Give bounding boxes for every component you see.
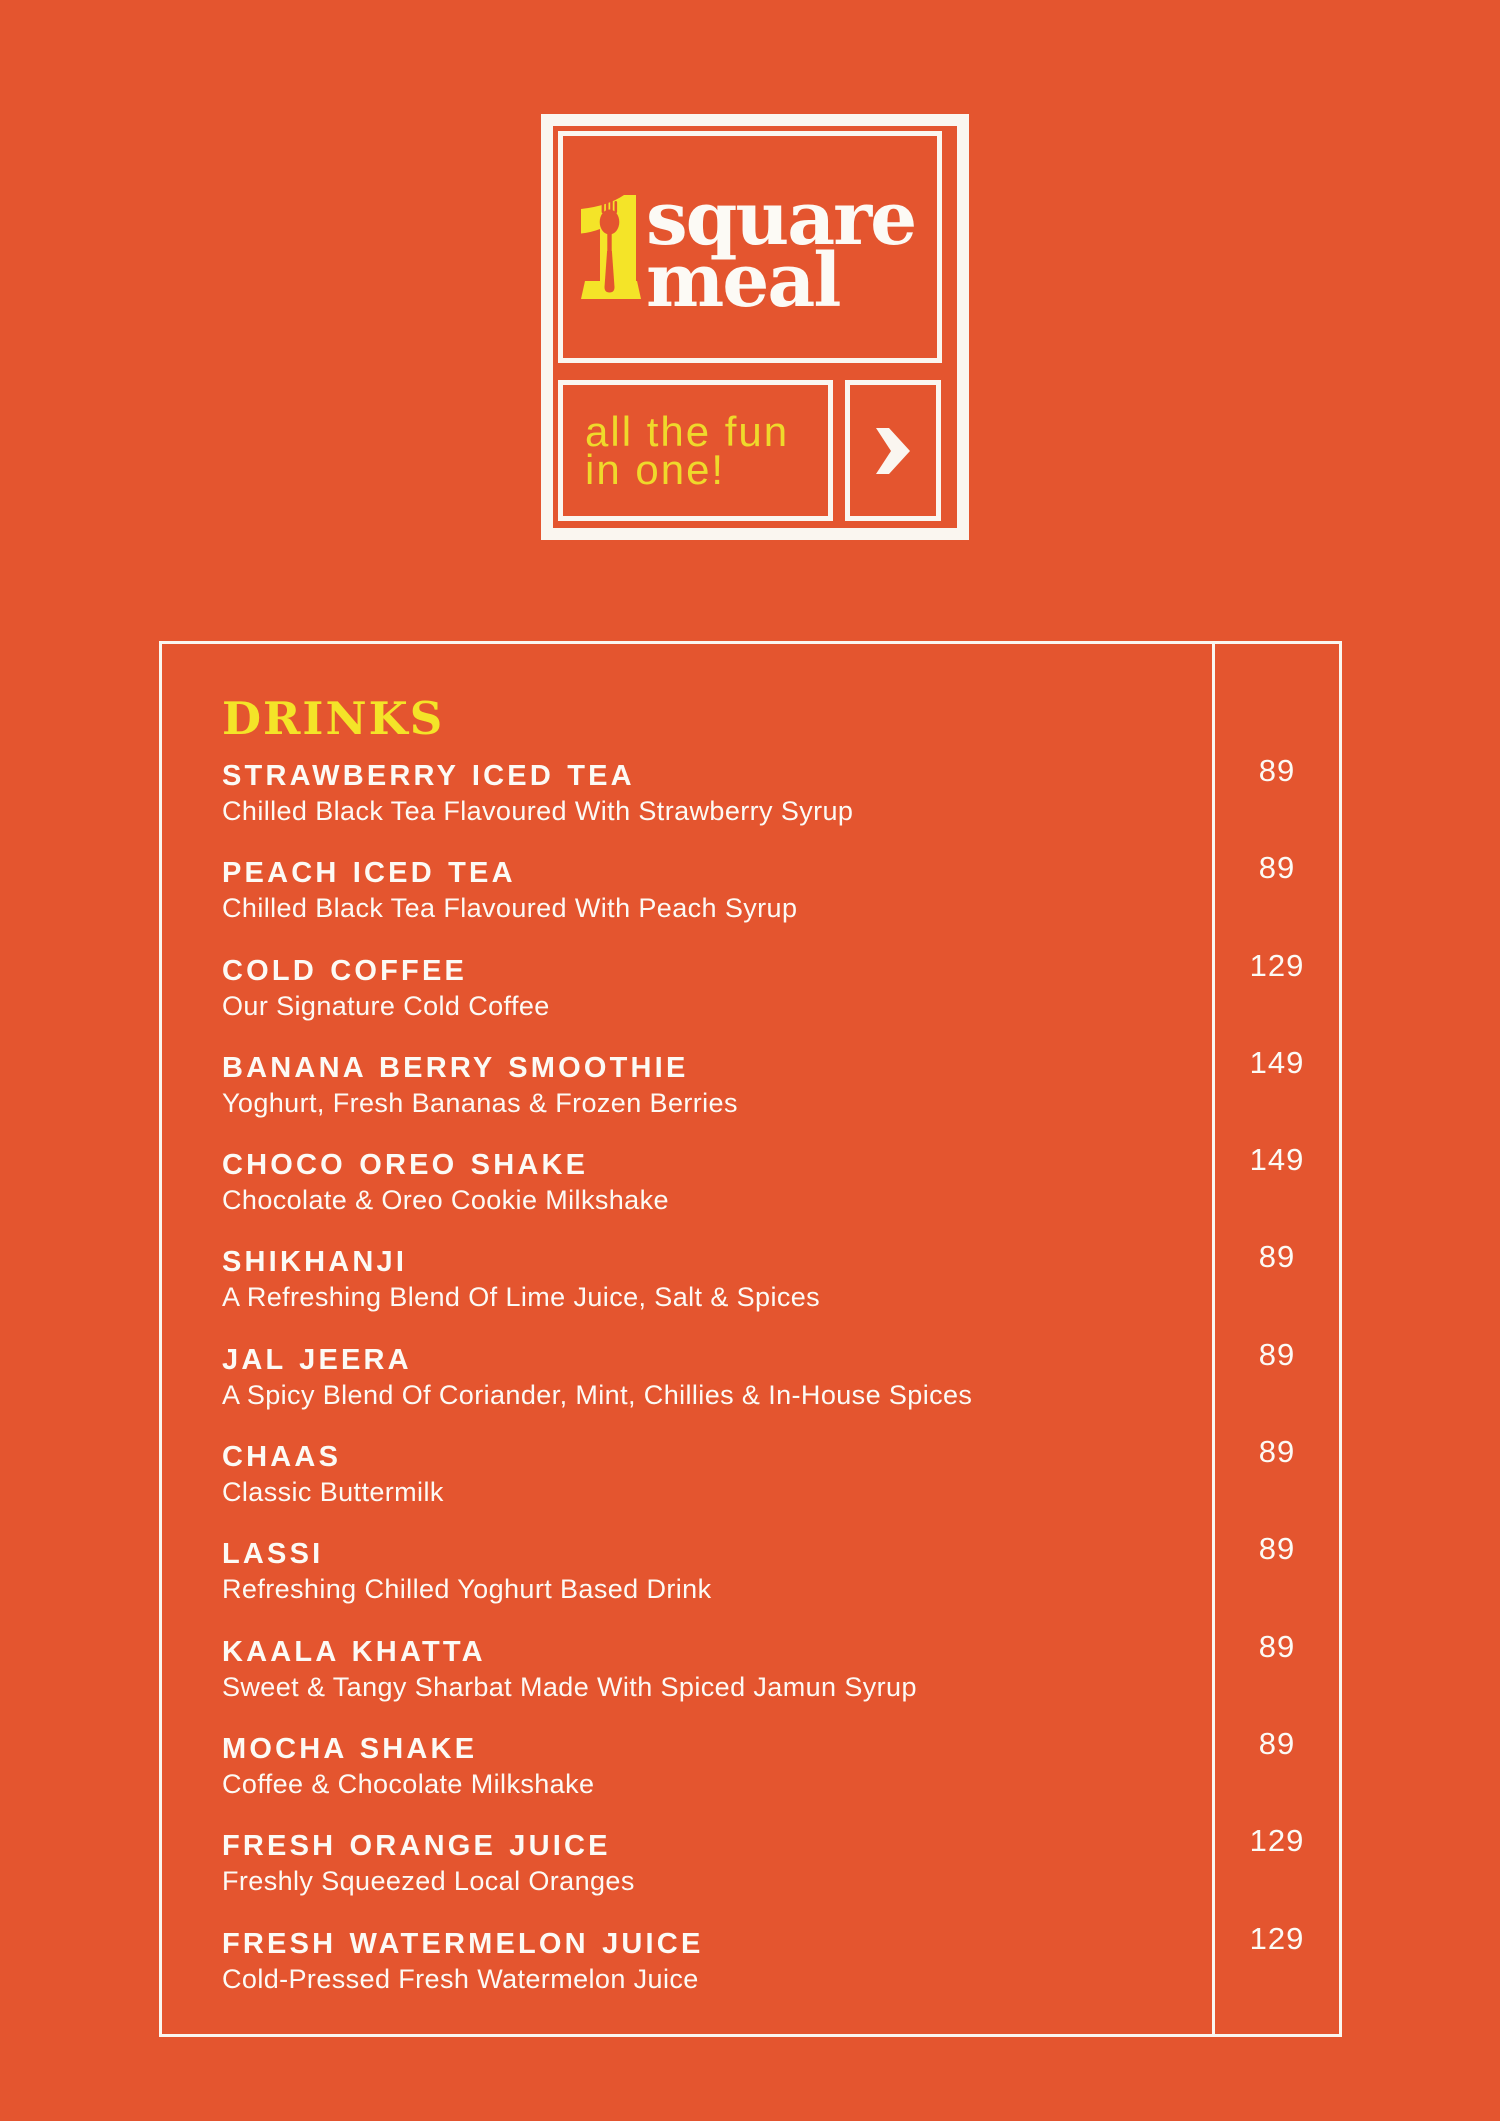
menu-item: [222, 753, 1339, 858]
brand-logo: [541, 114, 969, 540]
item-description: Freshly Squeezed Local Oranges: [222, 1866, 635, 1897]
menu-item: [222, 1336, 1339, 1442]
menu-item: [222, 1823, 1339, 1928]
item-name: FRESH ORANGE JUICE: [222, 1830, 611, 1863]
item-description: Classic Buttermilk: [222, 1477, 444, 1508]
item-name: LASSI: [222, 1538, 324, 1571]
item-price: 89: [1258, 1239, 1296, 1275]
menu-item: [222, 850, 1339, 955]
item-name: CHOCO OREO SHAKE: [222, 1149, 589, 1182]
item-price: 89: [1258, 850, 1296, 886]
menu-item: [222, 1434, 1339, 1539]
item-description: Sweet & Tangy Sharbat Made With Spiced Jamun Syrup: [222, 1671, 917, 1702]
item-price: 129: [1249, 1823, 1305, 1859]
menu-items: [222, 753, 1339, 2026]
drinks-panel: [159, 641, 1342, 2037]
item-name: FRESH WATERMELON JUICE: [222, 1927, 704, 1960]
menu-item: [222, 1920, 1339, 2026]
logo-word-meal: meal: [646, 238, 840, 324]
tagline-line-2: in one!: [585, 446, 726, 493]
logo-tagline-box: [558, 380, 833, 521]
item-price: 89: [1258, 1336, 1296, 1372]
item-name: MOCHA SHAKE: [222, 1732, 478, 1765]
item-description: Chilled Black Tea Flavoured With Peach Syrup: [222, 893, 798, 924]
menu-item: [222, 947, 1339, 1053]
menu-item: [222, 1725, 1339, 1831]
item-price: 149: [1249, 1142, 1305, 1178]
item-price: 89: [1258, 1434, 1296, 1470]
item-price: 89: [1258, 753, 1296, 788]
logo-wordmark: [646, 176, 916, 324]
item-price: 89: [1258, 1628, 1296, 1664]
menu-item: [222, 1531, 1339, 1636]
item-description: A Spicy Blend Of Coriander, Mint, Chillies & In-House Spices: [222, 1379, 973, 1410]
item-name: CHAAS: [222, 1441, 342, 1474]
menu-item: [222, 1239, 1339, 1344]
item-name: BANANA BERRY SMOOTHIE: [222, 1051, 689, 1084]
item-description: Yoghurt, Fresh Bananas & Frozen Berries: [222, 1087, 738, 1118]
item-description: Chilled Black Tea Flavoured With Strawberry Syrup: [222, 796, 854, 826]
panel-content: [162, 644, 1339, 2026]
item-price: 149: [1249, 1044, 1305, 1080]
item-name: COLD COFFEE: [222, 954, 468, 987]
logo-tagline: [563, 385, 828, 493]
item-name: PEACH ICED TEA: [222, 857, 516, 890]
item-name: JAL JEERA: [222, 1343, 412, 1376]
chevron-right-icon: [876, 428, 910, 474]
item-price: 129: [1249, 947, 1305, 983]
menu-item: [222, 1628, 1339, 1734]
logo-chevron-box: [845, 380, 941, 521]
logo-word-square: square: [646, 176, 916, 262]
item-description: Refreshing Chilled Yoghurt Based Drink: [222, 1574, 712, 1605]
one-with-spork-icon: [580, 195, 642, 299]
tagline-line-1: all the fun: [585, 408, 790, 455]
item-name: KAALA KHATTA: [222, 1635, 486, 1668]
item-description: Chocolate & Oreo Cookie Milkshake: [222, 1185, 669, 1216]
item-name: SHIKHANJI: [222, 1246, 408, 1279]
item-name: STRAWBERRY ICED TEA: [222, 760, 635, 792]
logo-wordmark-box: [558, 131, 942, 363]
item-description: Coffee & Chocolate Milkshake: [222, 1768, 595, 1799]
item-description: Cold-Pressed Fresh Watermelon Juice: [222, 1963, 699, 1994]
section-title: DRINKS: [222, 692, 445, 745]
item-description: A Refreshing Blend Of Lime Juice, Salt & Spices: [222, 1282, 821, 1313]
item-description: Our Signature Cold Coffee: [222, 990, 550, 1021]
item-price: 129: [1249, 1920, 1305, 1956]
menu-item: [222, 1142, 1339, 1247]
menu-item: [222, 1044, 1339, 1150]
item-price: 89: [1258, 1531, 1296, 1567]
item-price: 89: [1258, 1725, 1296, 1761]
